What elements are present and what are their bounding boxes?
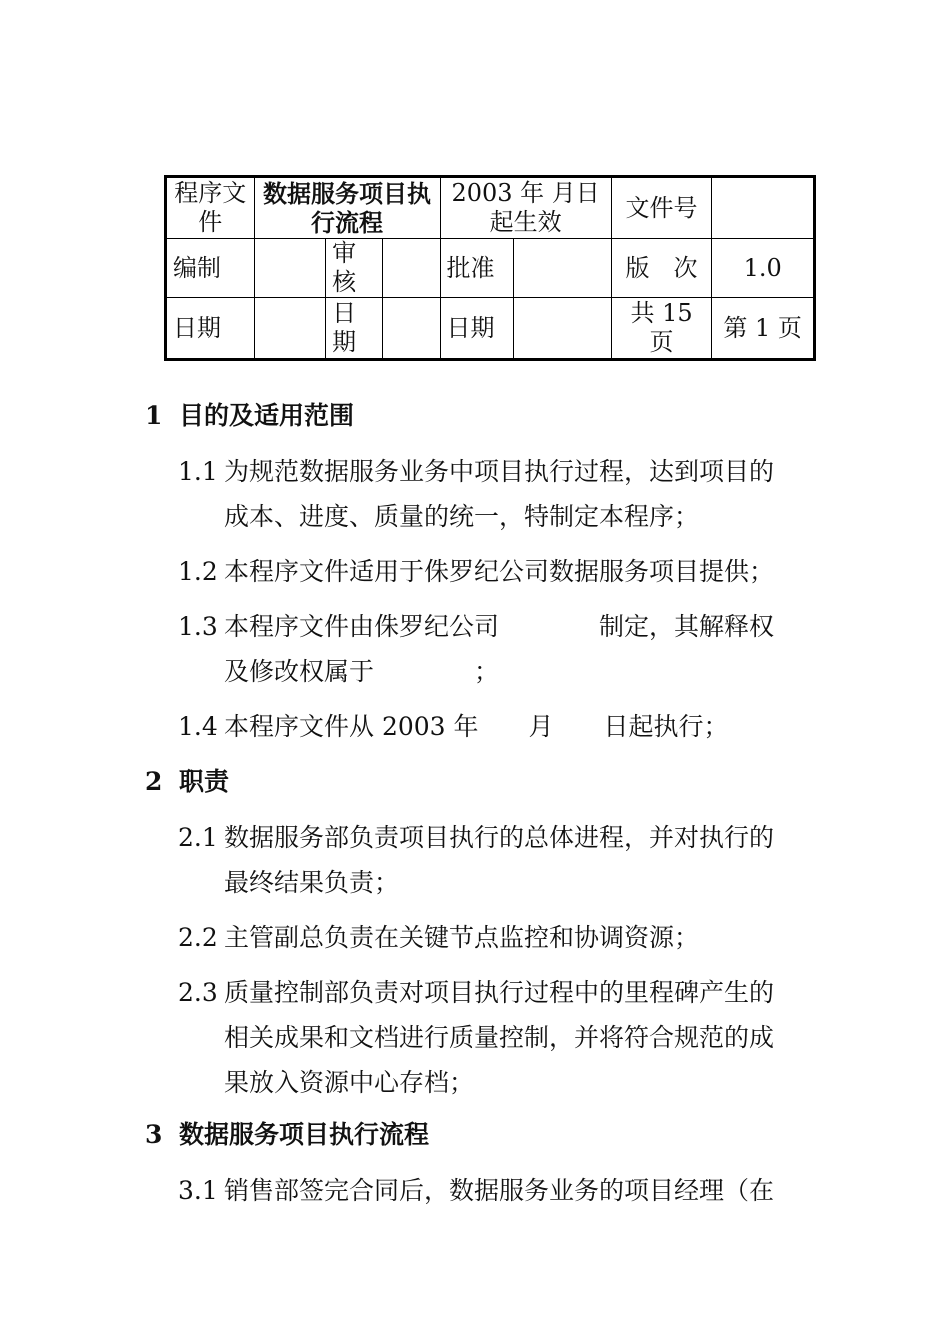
compile-date-label: 日期 xyxy=(166,298,255,360)
list-item xyxy=(178,449,790,539)
item-number: 2.1 xyxy=(178,823,218,852)
compiler-label: 编制 xyxy=(166,239,255,298)
item-number: 3.1 xyxy=(178,1176,218,1205)
compile-date-value xyxy=(254,298,326,360)
item-number: 1.4 xyxy=(178,712,218,741)
section-title: 职责 xyxy=(179,767,230,796)
review-date-value xyxy=(382,298,440,360)
list-item xyxy=(178,549,790,594)
list-item xyxy=(178,915,790,960)
effective-date-cell: 2003 年 月日起生效 xyxy=(440,177,611,239)
header-row-2 xyxy=(166,239,815,298)
item-text: 主管副总负责在关键节点监控和协调资源； xyxy=(224,923,700,952)
section-heading xyxy=(145,767,229,797)
section-number: 2 xyxy=(145,767,163,796)
compiler-value xyxy=(254,239,326,298)
section-number: 3 xyxy=(145,1120,163,1149)
item-text: 质量控制部负责对项目执行过程中的里程碑产生的相关成果和文档进行质量控制，并将符合规范的成果放入资源中心存档； xyxy=(224,978,775,1097)
item-number: 1.1 xyxy=(178,457,218,486)
item-text: 销售部签完合同后，数据服务业务的项目经理（在 xyxy=(224,1176,775,1205)
approver-value xyxy=(514,239,611,298)
section-heading xyxy=(145,1120,429,1150)
header-row-1 xyxy=(166,177,815,239)
list-item xyxy=(178,1168,790,1213)
doc-title-cell: 数据服务项目执行流程 xyxy=(254,177,440,239)
version-value: 1.0 xyxy=(712,239,815,298)
list-item xyxy=(178,970,790,1105)
approver-label: 批准 xyxy=(440,239,514,298)
reviewer-value xyxy=(382,239,440,298)
approve-date-value xyxy=(514,298,611,360)
review-date-label: 日期 xyxy=(326,298,383,360)
reviewer-label: 审核 xyxy=(326,239,383,298)
header-row-3 xyxy=(166,298,815,360)
item-text: 为规范数据服务业务中项目执行过程，达到项目的成本、进度、质量的统一，特制定本程序； xyxy=(224,457,775,531)
item-number: 2.2 xyxy=(178,923,218,952)
list-item xyxy=(178,815,790,905)
section-title: 数据服务项目执行流程 xyxy=(179,1120,430,1149)
item-text: 数据服务部负责项目执行的总体进程，并对执行的最终结果负责； xyxy=(224,823,775,897)
section-title: 目的及适用范围 xyxy=(179,401,355,430)
list-item xyxy=(178,604,790,694)
page-number: 第 1 页 xyxy=(712,298,815,360)
section-heading xyxy=(145,401,354,431)
item-number: 1.2 xyxy=(178,557,218,586)
item-text: 本程序文件由侏罗纪公司 制定，其解释权及修改权属于 ； xyxy=(224,612,775,686)
document-header-table xyxy=(164,175,816,361)
item-number: 2.3 xyxy=(178,978,218,1007)
item-number: 1.3 xyxy=(178,612,218,641)
item-text: 本程序文件从 2003 年 月 日起执行； xyxy=(224,712,729,741)
total-pages: 共 15 页 xyxy=(611,298,712,360)
doc-type-cell: 程序文件 xyxy=(166,177,255,239)
file-number-label: 文件号 xyxy=(611,177,712,239)
approve-date-label: 日期 xyxy=(440,298,514,360)
file-number-value xyxy=(712,177,815,239)
item-text: 本程序文件适用于侏罗纪公司数据服务项目提供； xyxy=(224,557,775,586)
version-label: 版 次 xyxy=(611,239,712,298)
list-item xyxy=(178,704,790,749)
section-number: 1 xyxy=(145,401,163,430)
